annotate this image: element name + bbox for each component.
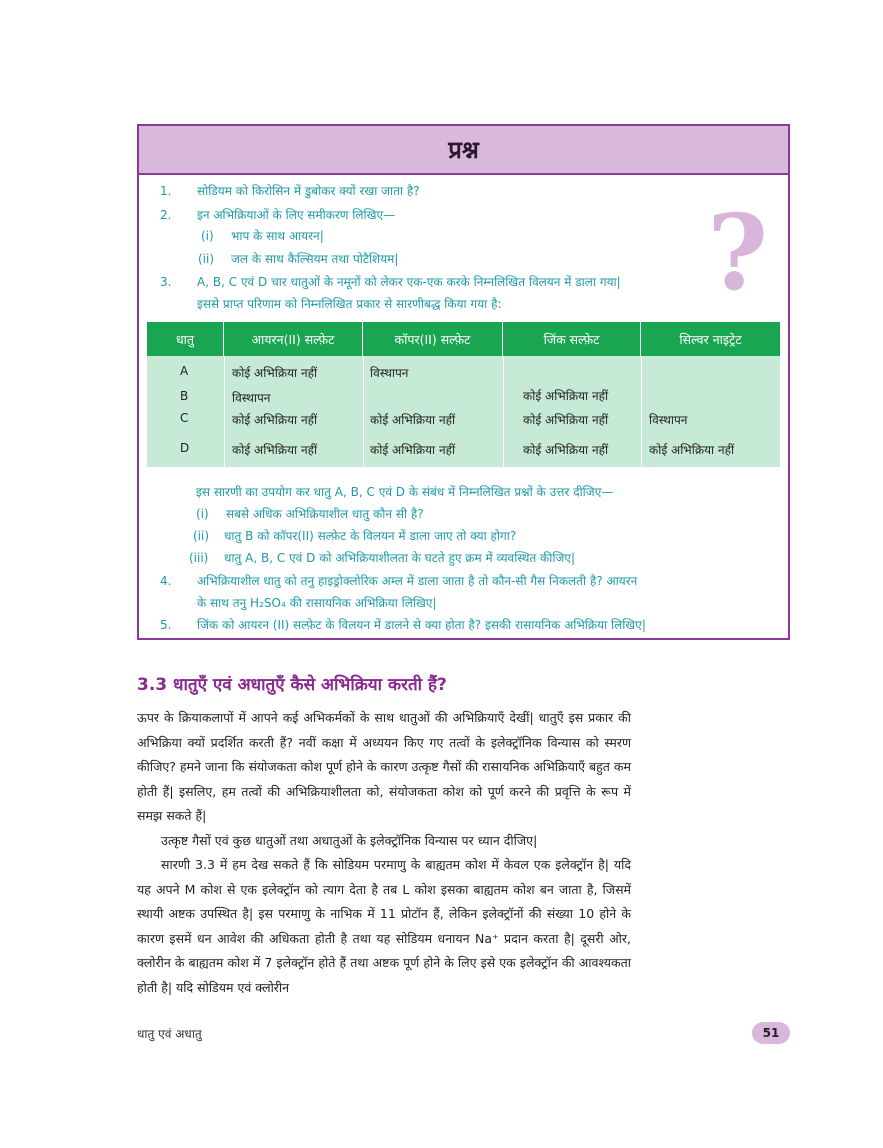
question-5: 5. जिंक को आयरन (II) सल्फ़ेट के विलयन में डालने से क्या होता है? इसकी रासायनिक अभिक्रिया लिखिए| xyxy=(160,618,646,632)
table-cell: A xyxy=(180,364,189,378)
table-cell: D xyxy=(180,441,190,455)
table-cell: C xyxy=(180,411,189,425)
question-3-cont: इससे प्राप्त परिणाम को निम्नलिखित प्रकार से सारणीबद्ध किया गया है: xyxy=(197,297,502,311)
question-4-cont: के साथ तनु H₂SO₄ की रासायनिक अभिक्रिया लिखिए| xyxy=(197,596,437,610)
paragraph: उत्कृष्ट गैसों एवं कुछ धातुओं तथा अधातुओं के इलेक्ट्रॉनिक विन्यास पर ध्यान दीजिए| xyxy=(161,832,538,848)
question-2-i: (i) भाप के साथ आयरन| xyxy=(201,229,324,243)
table-cell: कोई अभिक्रिया नहीं xyxy=(523,443,609,457)
paragraph: ऊपर के क्रियाकलापों में आपने कई अभिकर्मकों के साथ धातुओं की अभिक्रियाएँ देखीं| धातुएँ इस प्रकार की अभिक्रिया क्यों प्रदर्शित करती हैं? नवीं कक्षा में अध्ययन किए गए तत्वों के इलेक्ट्रॉनिक विन्यास को स्मरण कीजिए? हमने जाना कि संयोजकता कोश पूर्ण होने के कारण उत्कृष्ट गैसों की रासायनिक अभिक्रियाएँ बहुत कम होती हैं| इसलिए, हम तत्वों की अभिक्रियाशीलता को, संयोजकता कोश को पूर्ण करने की प्रवृत्ति के रूप में समझ सकते हैं| xyxy=(137,710,631,823)
chapter-name: धातु एवं अधातु xyxy=(137,1027,202,1041)
table-header: धातु xyxy=(147,322,224,356)
table-cell: विस्थापन xyxy=(232,391,271,405)
table-cell: विस्थापन xyxy=(370,366,409,380)
question-3-instruction: इस सारणी का उपयोग कर धातु A, B, C एवं D के संबंध में निम्नलिखित प्रश्नों के उत्तर दीजिए— xyxy=(196,485,614,499)
question-2-ii: (ii) जल के साथ कैल्सियम तथा पोटैशियम| xyxy=(198,252,399,266)
question-1: 1. सोडियम को किरोसिन में डुबोकर क्यों रखा जाता है? xyxy=(160,184,420,198)
question-4: 4. अभिक्रियाशील धातु को तनु हाइड्रोक्लोरिक अम्ल में डाला जाता है तो कौन-सी गैस निकलती है? आयरन xyxy=(160,574,638,588)
table-cell: कोई अभिक्रिया नहीं xyxy=(232,413,318,427)
paragraph: सारणी 3.3 में हम देख सकते हैं कि सोडियम परमाणु के बाह्यतम कोश में केवल एक इलेक्ट्रॉन है| यदि यह अपने M कोश से एक इलेक्ट्रॉन को त्याग देता है तब L कोश इसका बाह्यतम कोश बन जाता है, जिसमें स्थायी अष्टक उपस्थित है| इस परमाणु के नाभिक में 11 प्रोटॉन हैं, लेकिन इलेक्ट्रॉनों की संख्या 10 होने के कारण इसमें धन आवेश की अधिकता होती है तथा यह सोडियम धनायन Na⁺ प्रदान करता है| दूसरी ओर, क्लोरीन के बाह्यतम कोश में 7 इलेक्ट्रॉन होते हैं तथा अष्टक पूर्ण होने के लिए इसे एक इलेक्ट्रॉन की आवश्यकता होती है| यदि सोडियम एवं क्लोरीन xyxy=(137,857,631,995)
question-3-i: (i) सबसे अधिक अभिक्रियाशील धातु कौन सी है? xyxy=(196,507,424,521)
questions-title: प्रश्न xyxy=(139,126,788,175)
question-mark-icon: ? xyxy=(707,191,768,314)
table-header: जिंक सल्फ़ेट xyxy=(503,322,641,356)
page-number: 51 xyxy=(752,1022,790,1044)
question-2: 2. इन अभिक्रियाओं के लिए समीकरण लिखिए— xyxy=(160,208,396,222)
table-cell: कोई अभिक्रिया नहीं xyxy=(649,443,735,457)
question-3: 3. A, B, C एवं D चार धातुओं के नमूनों को लेकर एक-एक करके निम्नलिखित विलयन में डाला गया| xyxy=(160,275,621,289)
metals-table xyxy=(147,322,780,467)
question-3-iii: (iii) धातु A, B, C एवं D को अभिक्रियाशीलता के घटते हुए क्रम में व्यवस्थित कीजिए| xyxy=(189,551,576,565)
table-cell: कोई अभिक्रिया नहीं xyxy=(370,413,456,427)
table-cell: कोई अभिक्रिया नहीं xyxy=(523,389,609,403)
table-cell: विस्थापन xyxy=(649,413,688,427)
table-cell: कोई अभिक्रिया नहीं xyxy=(523,413,609,427)
section-heading: 3.3 धातुएँ एवं अधातुएँ कैसे अभिक्रिया करती हैं? xyxy=(137,675,447,695)
table-header: कॉपर(II) सल्फ़ेट xyxy=(363,322,503,356)
table-cell: कोई अभिक्रिया नहीं xyxy=(370,443,456,457)
question-3-ii: (ii) धातु B को कॉपर(II) सल्फ़ेट के विलयन में डाला जाए तो क्या होगा? xyxy=(193,529,517,543)
body-text xyxy=(137,706,631,1000)
table-header: आयरन(II) सल्फ़ेट xyxy=(224,322,363,356)
table-header: सिल्वर नाइट्रेट xyxy=(641,322,780,356)
table-cell: कोई अभिक्रिया नहीं xyxy=(232,443,318,457)
table-cell: B xyxy=(180,389,189,403)
table-cell: कोई अभिक्रिया नहीं xyxy=(232,366,318,380)
